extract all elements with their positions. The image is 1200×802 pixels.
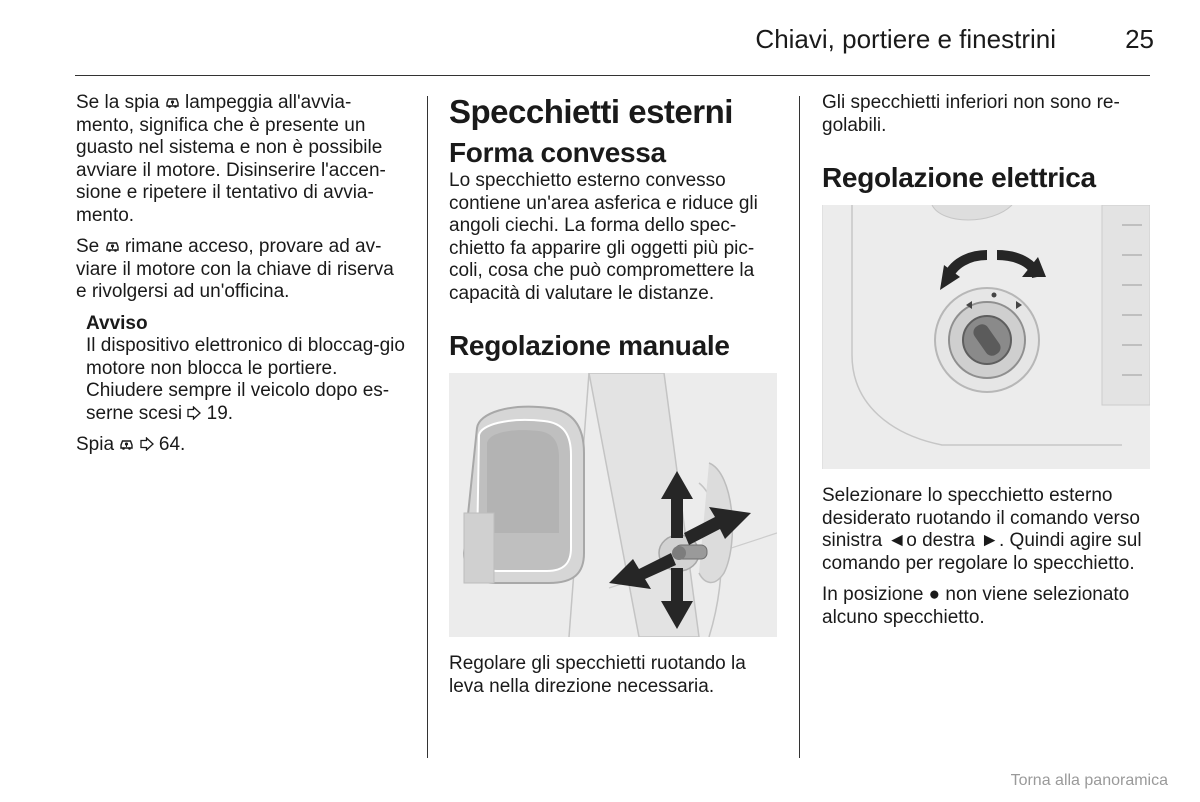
mirror-selection-paragraph: Selezionare lo specchietto esterno desiderato ruotando il comando verso sinistra ◄o destra ►. Quindi agire sul comando per regolare lo specchietto. [822, 485, 1142, 574]
subsection-heading-convex: Forma convessa [449, 137, 666, 168]
subsection-heading-manual: Regolazione manuale [449, 330, 730, 361]
warning-note-title: Avviso [86, 312, 148, 334]
warning-note [86, 313, 406, 426]
page-reference-link[interactable]: 19. [206, 402, 234, 424]
page-number: 25 [1125, 24, 1154, 54]
warning-light-reference: Spia 64. [76, 434, 186, 455]
neutral-position-paragraph: In posizione ● non viene selezionato alcuno specchietto. [822, 584, 1130, 628]
column-middle [449, 92, 779, 698]
electric-mirror-control-illustration [822, 205, 1150, 469]
lower-mirrors-note: Gli specchietti inferiori non sono re-golabili. [822, 92, 1120, 136]
car-key-warning-icon [105, 239, 120, 253]
section-title: Specchietti esterni [449, 93, 733, 130]
column-divider-1 [427, 96, 428, 758]
warning-note-text: Il dispositivo elettronico di bloccag-gio motore non blocca le portiere. Chiudere sempre il veicolo dopo es-serne scesi 19. [86, 335, 405, 424]
subsection-heading-electric: Regolazione elettrica [822, 162, 1096, 193]
page-reference-link[interactable]: 64. [158, 434, 186, 455]
column-right [822, 92, 1152, 629]
page-reference-arrow-icon [140, 437, 154, 451]
column-left [76, 92, 406, 457]
back-to-overview-link[interactable]: Torna alla panoramica [1010, 772, 1168, 789]
manual-mirror-adjustment-illustration [449, 373, 777, 637]
immobilizer-blink-paragraph: Se la spia lampeggia all'avvia-mento, significa che è presente un guasto nel sistema e non è possibile avviare il motore. Disinserire l'accen-sione e ripetere il tentativo di avvia-mento. [76, 92, 386, 226]
header-divider [75, 75, 1150, 76]
column-divider-2 [799, 96, 800, 758]
running-header-title: Chiavi, portiere e finestrini [755, 24, 1056, 54]
manual-adjustment-caption: Regolare gli specchietti ruotando la leva nella direzione necessaria. [449, 653, 746, 697]
car-key-warning-icon [119, 437, 134, 451]
immobilizer-on-paragraph: Se rimane acceso, provare ad av-viare il motore con la chiave di riserva e rivolgersi ad un'officina. [76, 236, 394, 302]
convex-mirror-paragraph: Lo specchietto esterno convesso contiene un'area asferica e riduce gli angoli ciechi. La forma dello spec-chietto fa apparire gli oggetti più pic-coli, cosa che può compromettere la capacità di valutare le distanze. [449, 170, 758, 304]
car-key-warning-icon [165, 95, 180, 109]
page-reference-arrow-icon [187, 406, 201, 420]
